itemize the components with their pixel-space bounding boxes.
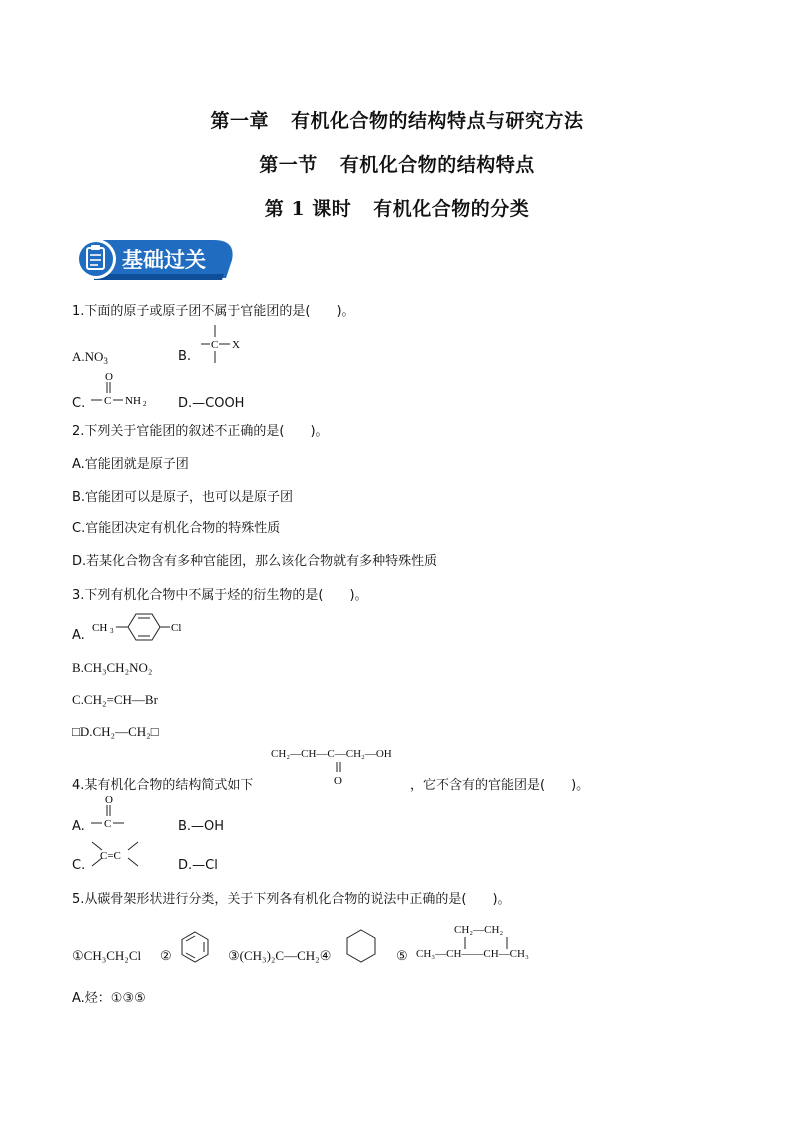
q1-option-c-label: C. xyxy=(72,396,86,411)
svg-text:O: O xyxy=(105,371,113,383)
chapter-name: 有机化合物的结构特点与研究方法 xyxy=(291,110,584,132)
lesson-number: 第 1 课时 xyxy=(264,198,352,220)
lesson-title xyxy=(0,194,794,221)
q3-option-d: □D.CH₂—CH₂□ xyxy=(72,724,159,739)
q5-ring-bottom: CH₃—CH——CH—CH₃ xyxy=(416,948,529,960)
chapter-number: 第一章 xyxy=(210,110,269,132)
q4-formula-carbonyl xyxy=(332,760,346,786)
q2-stem: 2.下列关于官能团的叙述不正确的是( )。 xyxy=(72,424,329,439)
q2-option-d: D.若某化合物含有多种官能团，那么该化合物就有多种特殊性质 xyxy=(72,554,438,569)
q3-option-c: C.CH₂=CH—Br xyxy=(72,692,158,707)
q3-option-a-structure xyxy=(90,610,200,642)
q5-benzene-structure xyxy=(180,930,210,964)
q3-option-a-label: A. xyxy=(72,628,85,643)
q1-option-b-structure xyxy=(196,323,256,365)
q5-cyclohexane-structure xyxy=(344,928,378,964)
banner-label: 基础过关 xyxy=(122,248,206,272)
q4-option-a-structure xyxy=(88,791,138,831)
q5-stem: 5.从碳骨架形状进行分类，关于下列各有机化合物的说法中正确的是( )。 xyxy=(72,892,511,907)
svg-text:NH: NH xyxy=(125,395,141,407)
svg-text:2: 2 xyxy=(143,400,147,408)
chapter-title xyxy=(0,106,794,133)
svg-text:O: O xyxy=(334,775,342,786)
section-name: 有机化合物的结构特点 xyxy=(339,154,535,176)
lesson-name: 有机化合物的分类 xyxy=(373,198,530,220)
q1-option-c-structure xyxy=(88,367,168,409)
q1-b-carbon: C xyxy=(211,339,219,351)
q3-option-b: B.CH₃CH₂NO₂ xyxy=(72,660,153,675)
q3-stem: 3.下列有机化合物中不属于烃的衍生物的是( )。 xyxy=(72,588,368,603)
q1-option-d: D.—COOH xyxy=(178,396,245,411)
q5-item-5-label: ⑤ xyxy=(396,948,408,963)
q1-option-b-label: B. xyxy=(178,349,192,364)
svg-text:CH: CH xyxy=(92,622,108,634)
svg-text:C=C: C=C xyxy=(100,850,121,862)
q4-option-b: B.—OH xyxy=(178,819,225,834)
q4-stem-b: ，它不含有的官能团是( )。 xyxy=(410,778,590,793)
svg-text:C: C xyxy=(104,395,112,407)
q5-item-1: ①CH₃CH₂Cl xyxy=(72,948,142,963)
q5-ring-top: CH₂—CH₂ xyxy=(454,924,504,936)
q3-d-bracket-left: □ xyxy=(72,724,80,739)
q5-item-2-label: ② xyxy=(160,948,172,963)
q3-d-bracket-right: □ xyxy=(150,724,159,739)
section-number: 第一节 xyxy=(259,154,318,176)
q1-b-x: X xyxy=(232,339,240,351)
q4-option-d: D.—Cl xyxy=(178,858,218,873)
svg-text:Cl: Cl xyxy=(171,622,182,634)
section-title xyxy=(0,150,794,177)
q5-option-a: A.烃：①③⑤ xyxy=(72,991,146,1006)
q2-option-b: B.官能团可以是原子，也可以是原子团 xyxy=(72,490,294,505)
q4-formula-top: CH₂—CH—C—CH₂—OH xyxy=(271,748,392,760)
svg-text:3: 3 xyxy=(110,627,114,635)
q4-option-c-structure xyxy=(88,838,144,872)
q2-option-a: A.官能团就是原子团 xyxy=(72,457,189,472)
q4-stem-a: 4.某有机化合物的结构简式如下 xyxy=(72,778,254,793)
q1-stem: 1.下面的原子或原子团不属于官能团的是( )。 xyxy=(72,304,355,319)
q2-option-c: C.官能团决定有机化合物的特殊性质 xyxy=(72,521,281,536)
svg-text:O: O xyxy=(105,794,113,806)
q4-option-a-label: A. xyxy=(72,819,85,834)
q5-item-3-4: ③(CH₃)₂C—CH₂④ xyxy=(228,948,332,963)
q4-option-c-label: C. xyxy=(72,858,86,873)
svg-text:C: C xyxy=(104,818,112,830)
q1-option-a: $A.NO_3$ xyxy=(72,349,108,366)
